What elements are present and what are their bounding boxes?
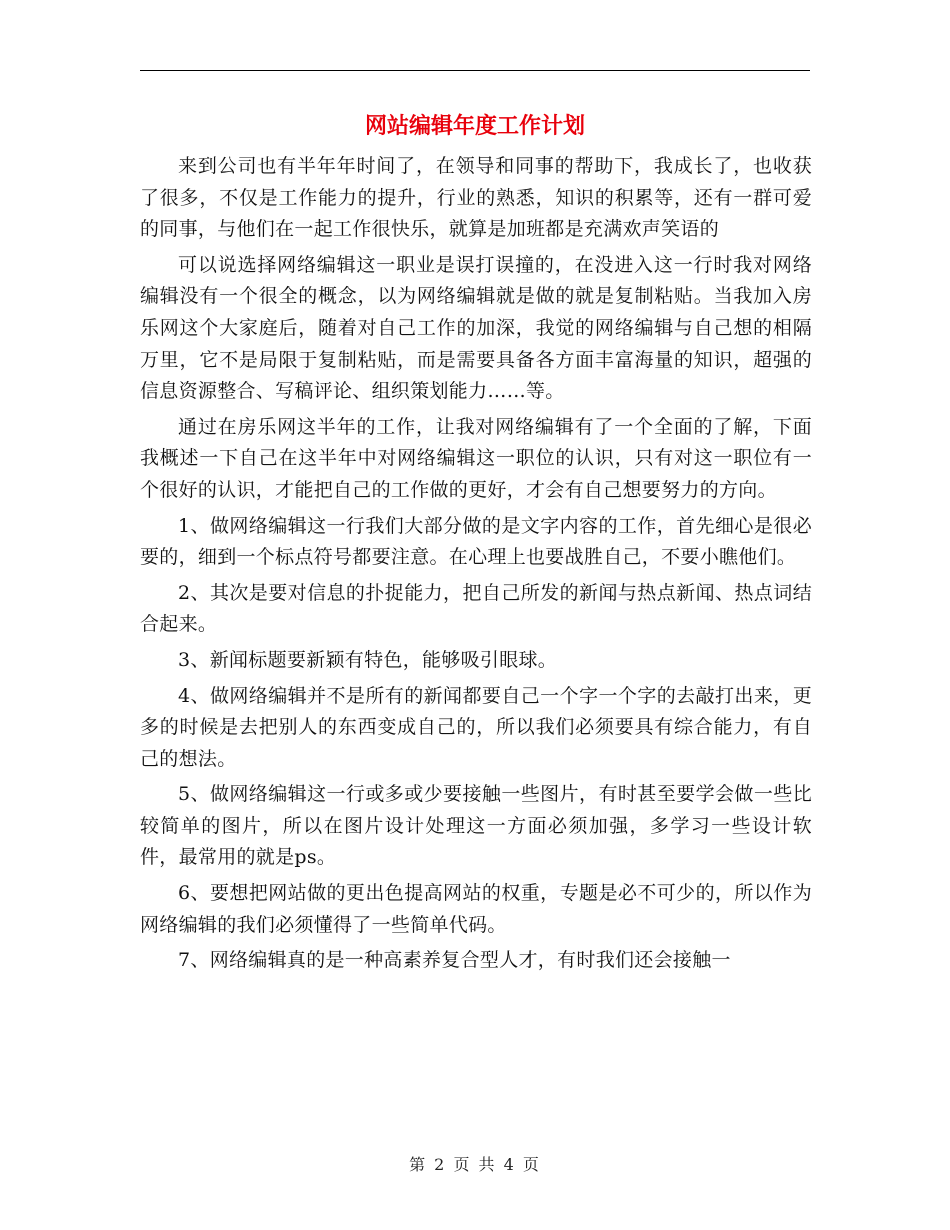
paragraph-item-2: 2、其次是要对信息的扑捉能力，把自己所发的新闻与热点新闻、热点词结合起来。 <box>140 581 812 636</box>
header-rule <box>140 70 810 71</box>
page-indicator: 第 2 页 共 4 页 <box>409 1155 541 1174</box>
paragraph-item-7: 7、网络编辑真的是一种高素养复合型人才，有时我们还会接触一 <box>178 949 731 972</box>
document-title: 网站编辑年度工作计划 <box>364 113 585 139</box>
paragraph-item-5: 5、做网络编辑这一行或多或少要接触一些图片，有时甚至要学会做一些比较简单的图片，所以在图片设计处理这一方面必须加强，多学习一些设计软件，最常用的就是ps。 <box>140 783 812 869</box>
paragraph-item-6: 6、要想把网站做的更出色提高网站的权重，专题是必不可少的，所以作为网络编辑的我们必须懂得了一些简单代码。 <box>140 882 812 936</box>
paragraph-intro: 来到公司也有半年年时间了，在领导和同事的帮助下，我成长了，也收获了很多，不仅是工作能力的提升，行业的熟悉，知识的积累等，还有一群可爱的同事，与他们在一起工作很快乐，就算是加班都是充满欢声笑语的 <box>140 155 812 241</box>
paragraph-career-choice: 可以说选择网络编辑这一职业是误打误撞的，在没进入这一行时我对网络编辑没有一个很全的概念，以为网络编辑就是做的就是复制粘贴。当我加入房乐网这个大家庭后，随着对自己工作的加深，我觉的网络编辑与自己想的相隔万里，它不是局限于复制粘贴，而是需要具备各方面丰富海量的知识，超强的信息资源整合、写稿评论、组织策划能力……等。 <box>140 253 812 403</box>
paragraph-item-1: 1、做网络编辑这一行我们大部分做的是文字内容的工作，首先细心是很必要的，细到一个标点符号都要注意。在心理上也要战胜自己，不要小瞧他们。 <box>140 514 812 569</box>
document-body <box>140 151 812 981</box>
paragraph-understanding: 通过在房乐网这半年的工作，让我对网络编辑有了一个全面的了解，下面我概述一下自己在这半年中对网络编辑这一职位的认识，只有对这一职位有一个很好的认识，才能把自己的工作做的更好，才会有自己想要努力的方向。 <box>140 415 812 501</box>
paragraph-item-4: 4、做网络编辑并不是所有的新闻都要自己一个字一个字的去敲打出来，更多的时候是去把别人的东西变成自己的，所以我们必须要具有综合能力，有自己的想法。 <box>140 684 812 770</box>
paragraph-item-3: 3、新闻标题要新颖有特色，能够吸引眼球。 <box>178 648 558 671</box>
